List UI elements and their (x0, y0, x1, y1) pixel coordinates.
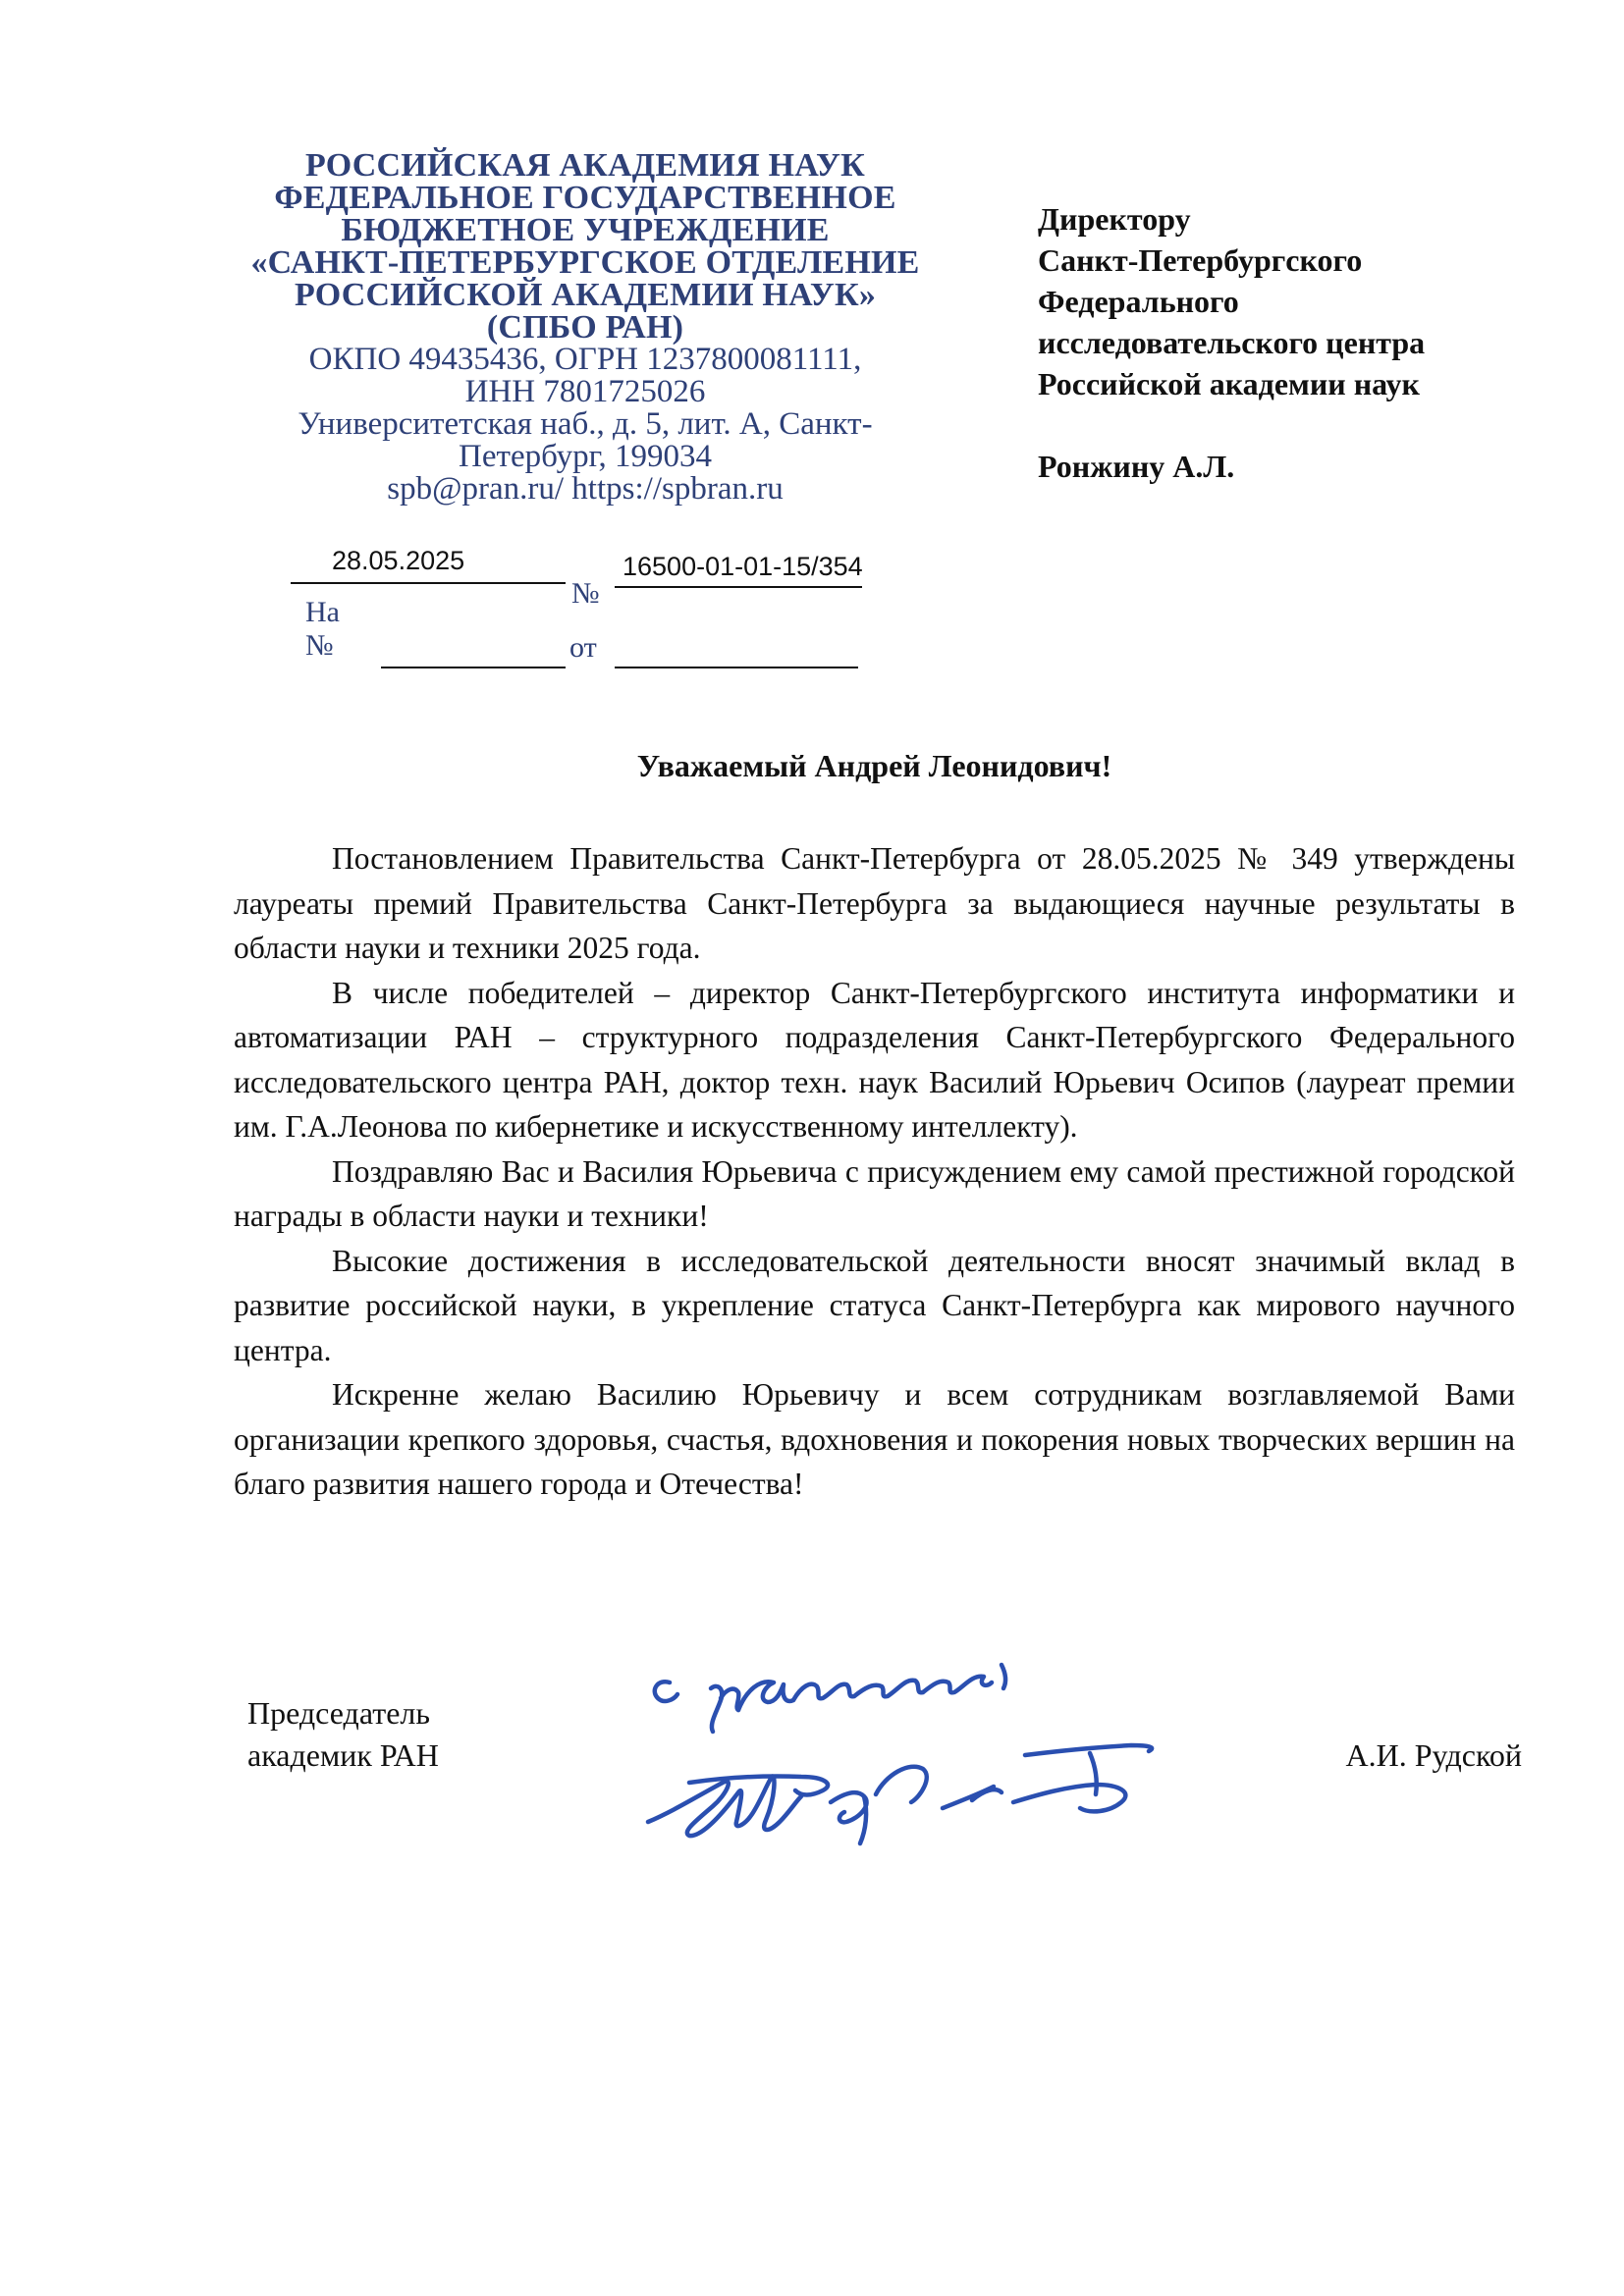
letterhead-address: Петербург, 199034 (459, 439, 712, 474)
letterhead-line: БЮДЖЕТНОЕ УЧРЕЖДЕНИЕ (341, 212, 830, 248)
body-paragraph: Искренне желаю Василию Юрьевичу и всем сотрудникам возглавляемой Вами организации крепкого здоровья, счастья, вдохновения и покорения новых творческих вершин на благо развития нашего города и Отечества! (234, 1377, 1515, 1501)
addressee-line: Федерального (1038, 284, 1239, 319)
letterhead-line: ФЕДЕРАЛЬНОЕ ГОСУДАРСТВЕННОЕ (274, 180, 896, 216)
letterhead-address: Университетская наб., д. 5, лит. А, Санкт- (298, 406, 873, 442)
signatory-name: А.И. Рудской (1345, 1737, 1522, 1773)
addressee-line: Российской академии наук (1038, 366, 1420, 401)
body-paragraph: Высокие достижения в исследовательской деятельности вносят значимый вклад в развитие российской науки, в укрепление статуса Санкт-Петербурга как мирового научного центра. (234, 1243, 1515, 1367)
letterhead-codes: ОКПО 49435436, ОГРН 1237800081111, (308, 342, 862, 377)
na-label: На (305, 596, 340, 628)
outgoing-number: 16500-01-01-15/354 (623, 552, 863, 581)
signatory-title (247, 1692, 439, 1777)
addressee-line: Санкт-Петербургского (1038, 242, 1363, 278)
body-paragraph: Поздравляю Вас и Василия Юрьевича с присуждением ему самой престижной городской награды в области науки и техники! (234, 1153, 1515, 1233)
na-number-sign: № (305, 629, 334, 662)
salutation: Уважаемый Андрей Леонидович! (636, 748, 1112, 783)
signatory-position: Председатель (247, 1695, 430, 1731)
date-underline (291, 582, 566, 584)
letterhead-contacts: spb@pran.ru/ https://spbran.ru (387, 471, 784, 507)
addressee-name: Ронжину А.Л. (1038, 449, 1235, 484)
addressee-line: Директору (1038, 201, 1191, 237)
addressee-line: исследовательского центра (1038, 325, 1426, 360)
signatory-rank: академик РАН (247, 1737, 439, 1773)
addressee-spacer (1038, 404, 1588, 446)
addressee-block (1038, 198, 1588, 487)
outgoing-date: 28.05.2025 (332, 546, 465, 575)
letterhead-line: РОССИЙСКОЙ АКАДЕМИИ НАУК» (294, 277, 877, 313)
number-underline (615, 586, 862, 588)
handwritten-signature (628, 1629, 1178, 1865)
number-sign: № (571, 577, 600, 610)
letterhead-line: «САНКТ-ПЕТЕРБУРГСКОЕ ОТДЕЛЕНИЕ (250, 244, 920, 281)
body-paragraph: Постановлением Правительства Санкт-Петербурга от 28.05.2025 № 349 утверждены лауреаты премий Правительства Санкт-Петербурга за выдающиеся научные результаты в области науки и техники 2025 года. (234, 841, 1515, 965)
letterhead-line: РОССИЙСКАЯ АКАДЕМИЯ НАУК (304, 147, 866, 184)
ot-label: от (569, 631, 597, 664)
incoming-number-line (381, 667, 566, 668)
letter-body (234, 836, 1515, 1507)
letterhead-line: (СПБО РАН) (486, 309, 684, 346)
body-paragraph: В числе победителей – директор Санкт-Петербургского института информатики и автоматизации РАН – структурного подразделения Санкт-Петербургского Федерального исследовательского центра РАН, доктор техн. наук Василий Юрьевич Осипов (лауреат премии им. Г.А.Леонова по кибернетике и искусственному интеллекту). (234, 975, 1515, 1144)
letterhead (226, 149, 945, 506)
incoming-date-line (615, 667, 858, 668)
letterhead-codes: ИНН 7801725026 (464, 374, 706, 409)
